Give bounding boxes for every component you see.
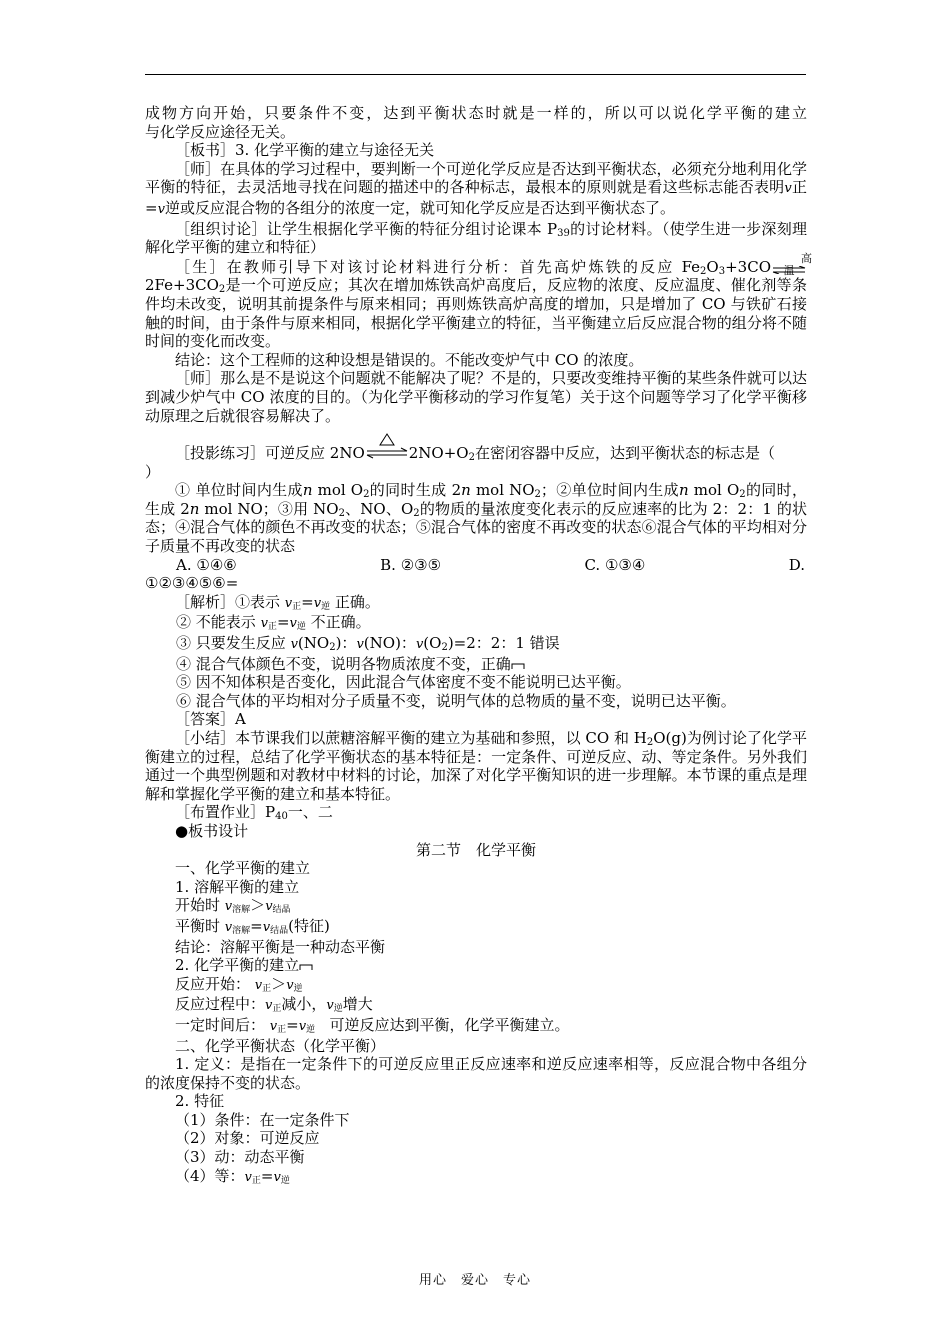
option-b: B. ②③⑤ [380,555,442,574]
outline-item: 结论：溶解平衡是一种动态平衡 [175,937,386,956]
answer-line: ［答案］A [175,710,246,729]
teacher-paragraph: ［师］在具体的学习过程中，要判断一个可逆化学反应是否达到平衡状态，必须充分地利用化学平衡的特征，去灵活地寻找在问题的描述中的各种标志，最根本的原则就是看这些标志能否表明v正=v逆或反应混合物的各组分的浓度一定，就可知化学反应是否达到平衡状态了。 [145,159,807,217]
discussion-paragraph: ［组织讨论］让学生根据化学平衡的特征分组讨论课本 $P_{39}$的讨论材料。（使学生进一步深刻理解化学平衡的建立和特征） [145,219,807,257]
board-design-heading: ●板书设计 [175,821,249,840]
exercise-statements: ① 单位时间内生成n mol $O_2$的同时生成 2n mol $NO_2$；②单位时间内生成n mol $O_2$的同时，生成 2n mol NO；③用 $NO_2$、NO、$O_2$的物质的量浓度变化表示的反应速率的比为 2：2：1 的状态；④混合气体的颜色不再改变的状态；⑤混合气体的密度不再改变的状态⑥混合气体的平均相对分子质量不再改变的状态 [145,481,807,556]
analysis-3: ③ 只要发生反应 $v(NO_2)$：v(NO)：$v(O_2)=2$：2：1 错误 [176,634,560,654]
paragraph-mark-icon [299,963,313,971]
analysis-5: ⑤ 因不知体积是否变化，因此混合气体密度不变不能说明已达平衡。 [176,673,631,692]
analysis-6: ⑥ 混合气体的平均相对分子质量不变，说明气体的总物质的量不变，说明已达平衡。 [176,691,736,710]
conclusion-line: 结论：这个工程师的这种设想是错误的。不能改变炉气中 CO 的浓度。 [175,350,644,369]
section-title: 第二节 化学平衡 [415,840,536,859]
feature-item: （1）条件：在一定条件下 [175,1110,350,1129]
heat-reversible-arrow-icon [365,443,409,461]
exercise-question: ［投影练习］可逆反应 2NO $2NO+O_2$在密闭容器中反应，达到平衡状态的标志是（ ） [145,443,807,481]
analysis-1: ［解析］①表示 v正=v逆 正确。 [175,592,380,612]
page-footer: 用心 爱心 专心 [418,1273,531,1288]
outline-item: 反应过程中：v正减小，v逆增大 [175,995,373,1015]
text-line: 成物方向开始，只要条件不变，达到平衡状态时就是一样的，所以可以说化学平衡的建立 [145,104,807,122]
outline-item: 2. 化学平衡的建立 [145,956,807,975]
outline-item: 1. 溶解平衡的建立 [175,877,300,896]
outline-heading-1: 一、化学平衡的建立 [175,859,311,878]
feature-item: （4）等：v正=v逆 [175,1166,290,1186]
answer-options [145,556,807,575]
outline-item: 一定时间后： v正=v逆 可逆反应达到平衡，化学平衡建立。 [175,1015,570,1035]
feature-item: （3）动：动态平衡 [175,1148,305,1167]
analysis-2: ② 不能表示 v正=v逆 不正确。 [176,613,371,633]
teacher-paragraph-2: ［师］那么是不是说这个问题就不能解决了呢？不是的，只要改变维持平衡的某些条件就可以达到减少炉气中 CO 浓度的目的。（为化学平衡移动的学习作复笔）关于这个问题等学习了化学平衡移动原理之后就很容易解决了。 [145,369,807,425]
homework-line: ［布置作业$]P_{40}$一、二 [175,803,333,823]
document-body [145,104,812,1187]
outline-item: 反应开始： v正＞v逆 [175,974,303,994]
outline-item: 平衡时 v溶解=v结晶(特征) [175,916,330,936]
option-a: A. ①④⑥ [176,555,237,574]
feature-item: （2）对象：可逆反应 [175,1129,320,1148]
summary-paragraph: ［小结］本节课我们以蔗糖溶解平衡的建立为基础和参照，以 CO 和 $H_2O(g)$为例讨论了化学平衡建立的过程，总结了化学平衡状态的基本特征是：一定条件、可逆反应、动、等定条件。另外我们通过一个典型例题和对教材中材料的讨论，加深了对化学平衡知识的进一步理解。本节课的重点是理解和掌握化学平衡的建立和基本特征。 [145,729,807,803]
outline-heading-2: 二、化学平衡状态（化学平衡） [175,1036,386,1055]
outline-item: 2. 特征 [175,1092,225,1111]
text-line: 与化学反应途径无关。 [145,122,296,141]
analysis-4: ④ 混合气体颜色不变，说明各物质浓度不变，正确 [145,655,807,674]
header-rule [145,74,806,75]
board-note: ［板书］3. 化学平衡的建立与途径无关 [175,141,435,160]
paragraph-mark-icon [511,662,525,670]
option-d-continued: ①②③④⑤⑥= [145,574,239,593]
definition-paragraph: 1. 定义：是指在一定条件下的可逆反应里正反应速率和逆反应速率相等，反应混合物中各组分的浓度保持不变的状态。 [145,1055,807,1092]
option-d: D. [788,555,805,574]
option-c: C. ①③④ [584,555,646,574]
outline-item: 开始时 v溶解＞v结晶 [175,896,291,916]
student-paragraph: ［生］在教师引导下对该讨论材料进行分析：首先高炉炼铁的反应 $Fe_2O_3+3CO$ 高温 $2Fe+3CO_2$是一个可逆反应；其次在增加炼铁高炉高度后，反应物的浓度、反应温度、催化剂等条件均未改变，说明其前提条件与原来相同；再则炼铁高炉高度的增加，只是增加了 CO 与铁矿石接触的时间，由于条件与原来相同，根据化学平衡建立的特征，当平衡建立后反应混合物的组分将不随时间的变化而改变。 [145,251,812,351]
reversible-arrow-icon: 高温 [771,257,807,275]
